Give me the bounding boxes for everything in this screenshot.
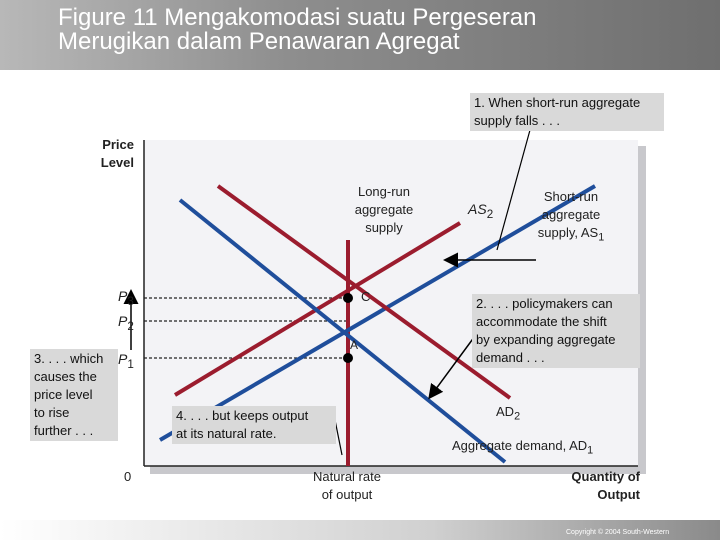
note-policymakers [472,294,640,368]
note3-line-4: to rise [34,405,70,420]
note2-line-1: 2. . . . policymakers can [476,296,613,311]
copyright-text: Copyright © 2004 South-Western [566,529,670,536]
p3-letter: P [118,288,128,304]
title-line-2: Merugikan dalam Penawaran Agregat [58,28,460,55]
note3-line-3: price level [34,387,93,402]
x-axis-label [548,468,640,504]
sras-sub: 1 [598,231,605,244]
ad2-letters: AD [496,404,515,419]
p2-letter: P [118,313,128,329]
point-c-marker [343,293,353,303]
note2-line-4: demand . . . [476,350,545,365]
p3-label [118,287,134,311]
lras-label-line-3: supply [365,220,403,235]
ad1-text: Aggregate demand, AD [452,438,588,453]
as2-sub: 2 [486,207,494,221]
note1-line-1: 1. When short-run aggregate [474,95,641,110]
point-a-marker [343,353,353,363]
sras-label-text: supply, AS [537,225,599,240]
as2-label [468,200,493,224]
p2-sub: 2 [127,319,134,333]
x-axis-label-line-2: Output [597,487,640,502]
sras-label [526,188,616,247]
sras-label-line-2: aggregate [541,207,601,222]
note1-line-2: supply falls . . . [474,113,560,128]
sras-label-line-1: Short-run [543,189,599,204]
y-axis-label [84,136,134,172]
p3-sub: 3 [127,294,134,308]
note2-line-2: accommodate the shift [476,314,607,329]
lras-label [338,183,430,237]
note2-line-3: by expanding aggregate [476,332,616,347]
point-a-label: A [350,338,359,352]
ad1-sub: 1 [587,444,594,457]
ad1-label [452,437,593,460]
note3-line-2: causes the [34,369,97,384]
p2-label [118,312,134,336]
y-axis-label-line-2: Level [100,155,134,170]
point-c-label: C [361,289,371,304]
note-supply-falls [470,93,664,131]
y-axis-label-line-1: Price [102,137,134,152]
ad2-label [496,403,520,426]
note-natural-output [172,406,336,444]
note-price-rise [30,349,118,441]
p1-sub: 1 [127,357,134,371]
x-axis-label-line-1: Quantity of [571,469,640,484]
natural-rate-line-1: Natural rate [313,469,381,484]
origin-label: 0 [124,469,132,484]
ad2-sub: 2 [514,410,521,423]
title-line-1: Figure 11 Mengakomodasi suatu Pergeseran [58,4,537,31]
note3-line-1: 3. . . . which [34,351,104,366]
note3-line-5: further . . . [34,423,94,438]
lras-label-line-2: aggregate [354,202,414,217]
as2-letters: AS [468,201,487,217]
natural-rate-line-2: of output [321,487,373,502]
p1-label [118,350,134,374]
note4-line-2: at its natural rate. [176,426,277,441]
natural-rate-label [298,468,396,504]
sras-label-line-3 [526,224,616,247]
lras-label-line-1: Long-run [357,184,411,199]
note4-line-1: 4. . . . but keeps output [176,408,309,423]
p1-letter: P [118,351,128,367]
